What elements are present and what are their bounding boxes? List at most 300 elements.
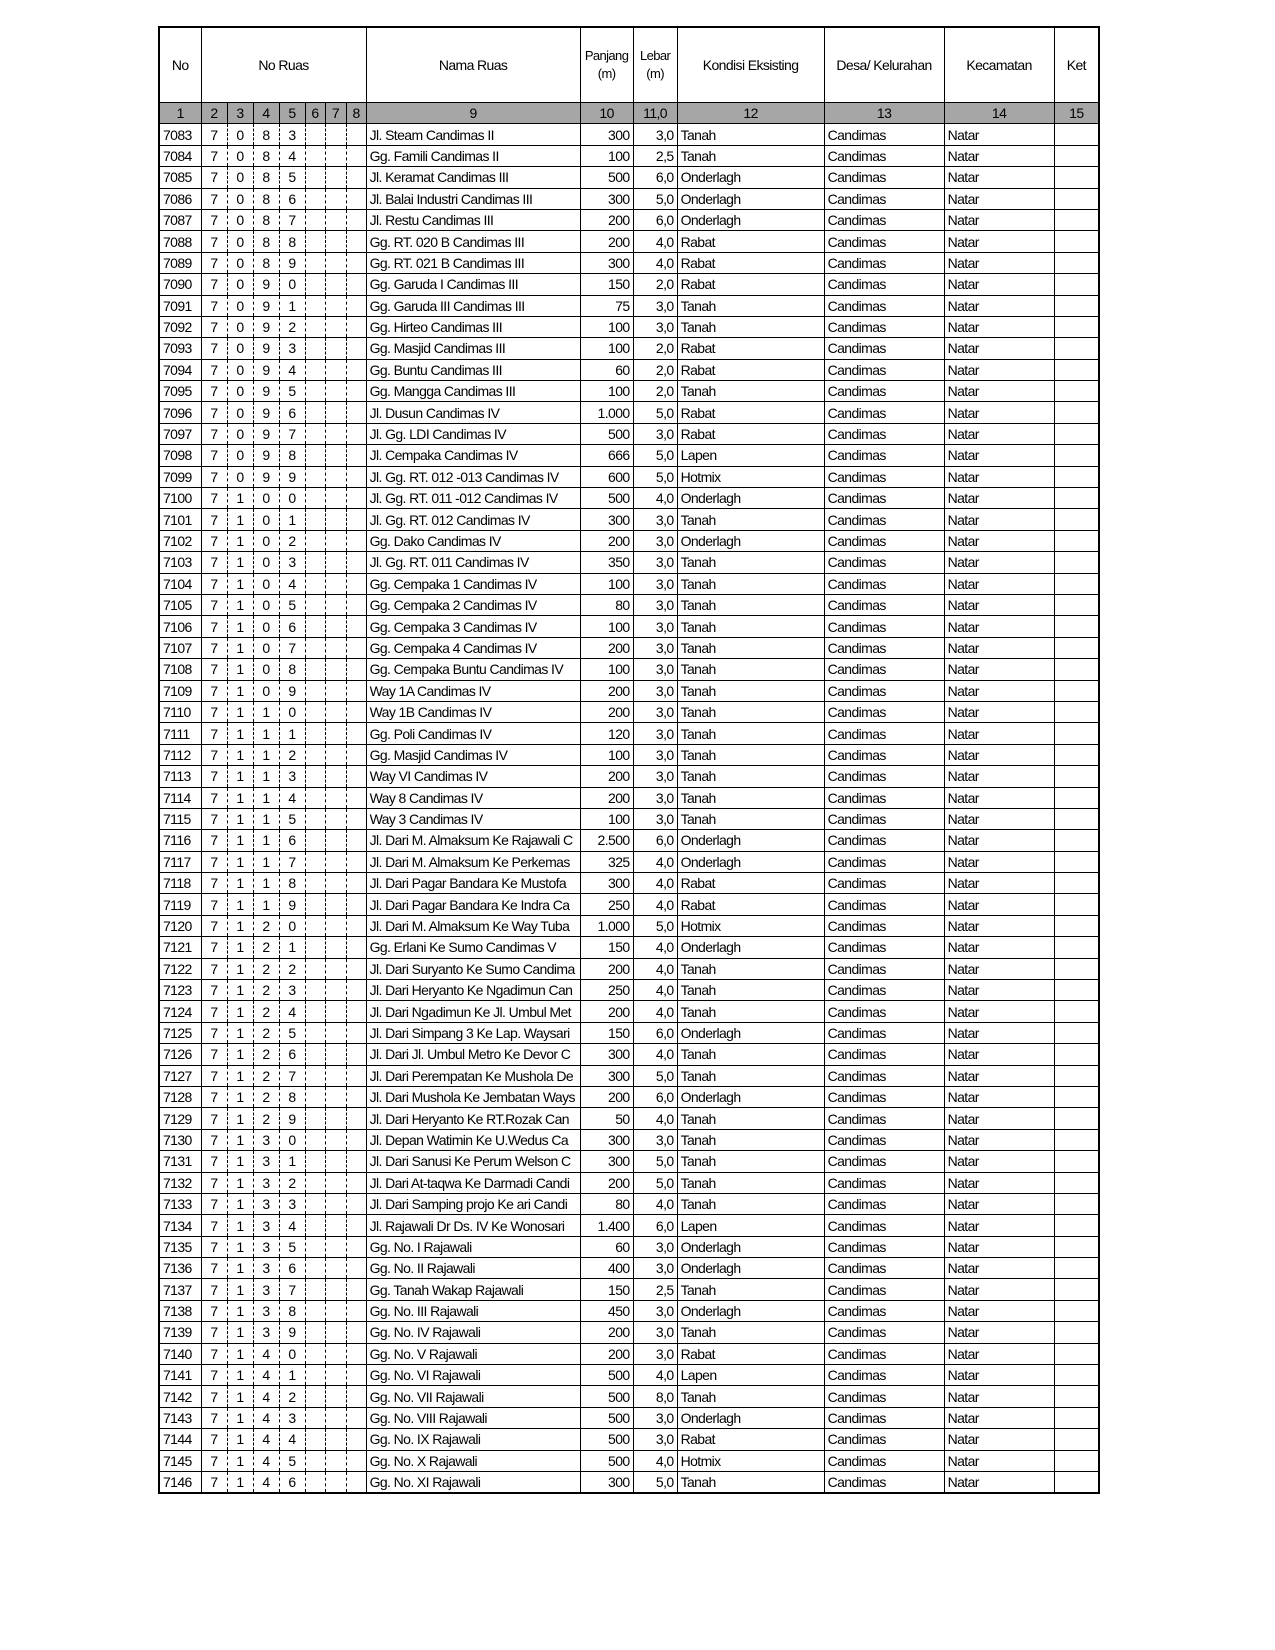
ruas-digit: [325, 937, 346, 958]
ket: [1054, 466, 1099, 487]
table-row: [159, 209, 1099, 230]
ruas-digit: [305, 873, 325, 894]
ruas-digit: [305, 701, 325, 722]
ruas-digit: 3: [279, 980, 305, 1001]
lebar: 5,0: [633, 1472, 677, 1494]
kondisi: Tanah: [677, 1151, 824, 1172]
row-no: 7118: [159, 873, 201, 894]
ket: [1054, 252, 1099, 273]
nama-ruas: Way 1A Candimas IV: [366, 680, 580, 701]
table-row: [159, 594, 1099, 615]
row-no: 7124: [159, 1001, 201, 1022]
ruas-digit: 1: [227, 1001, 253, 1022]
row-no: 7116: [159, 830, 201, 851]
ruas-digit: 1: [227, 915, 253, 936]
row-no: 7117: [159, 851, 201, 872]
ruas-digit: 9: [253, 402, 279, 423]
ruas-digit: [305, 1300, 325, 1321]
ruas-digit: [325, 509, 346, 530]
ruas-digit: [325, 359, 346, 380]
ruas-digit: [325, 1236, 346, 1257]
kecamatan: Natar: [944, 766, 1054, 787]
ruas-digit: [346, 1172, 366, 1193]
kecamatan: Natar: [944, 359, 1054, 380]
ruas-digit: 7: [201, 1001, 227, 1022]
ruas-digit: [325, 316, 346, 337]
ruas-digit: [305, 488, 325, 509]
ruas-digit: [346, 937, 366, 958]
ruas-digit: 8: [279, 659, 305, 680]
table-row: [159, 808, 1099, 829]
ruas-digit: [305, 594, 325, 615]
row-no: 7132: [159, 1172, 201, 1193]
kondisi: Tanah: [677, 573, 824, 594]
ruas-digit: 7: [201, 830, 227, 851]
ruas-digit: 9: [279, 894, 305, 915]
kondisi: Tanah: [677, 316, 824, 337]
ruas-digit: 7: [201, 894, 227, 915]
ruas-digit: 8: [253, 124, 279, 145]
ruas-digit: [325, 1022, 346, 1043]
ruas-digit: [346, 530, 366, 551]
ruas-digit: [325, 231, 346, 252]
ruas-digit: 1: [227, 873, 253, 894]
nama-ruas: Jl. Dari At-taqwa Ke Darmadi Candi: [366, 1172, 580, 1193]
panjang: 100: [580, 145, 633, 166]
ket: [1054, 295, 1099, 316]
ruas-digit: [305, 145, 325, 166]
ruas-digit: 2: [253, 1065, 279, 1086]
ruas-digit: [346, 787, 366, 808]
table-row: [159, 188, 1099, 209]
ruas-digit: [305, 167, 325, 188]
ruas-digit: [325, 1365, 346, 1386]
table-row: [159, 1472, 1099, 1494]
panjang: 300: [580, 188, 633, 209]
nama-ruas: Jl. Dari Ngadimun Ke Jl. Umbul Met: [366, 1001, 580, 1022]
ruas-digit: [346, 637, 366, 658]
nama-ruas: Jl. Rajawali Dr Ds. IV Ke Wonosari: [366, 1215, 580, 1236]
nama-ruas: Jl. Dari Suryanto Ke Sumo Candima: [366, 958, 580, 979]
ruas-digit: 1: [227, 1300, 253, 1321]
row-no: 7090: [159, 274, 201, 295]
ket: [1054, 423, 1099, 444]
ruas-digit: 7: [201, 1300, 227, 1321]
row-no: 7122: [159, 958, 201, 979]
ruas-digit: [346, 1365, 366, 1386]
ruas-digit: 7: [201, 1129, 227, 1150]
row-no: 7086: [159, 188, 201, 209]
desa: Candimas: [824, 1001, 944, 1022]
kondisi: Hotmix: [677, 466, 824, 487]
kondisi: Tanah: [677, 1172, 824, 1193]
kondisi: Tanah: [677, 616, 824, 637]
kecamatan: Natar: [944, 1065, 1054, 1086]
desa: Candimas: [824, 423, 944, 444]
kecamatan: Natar: [944, 915, 1054, 936]
table-row: [159, 1343, 1099, 1364]
panjang: 300: [580, 1151, 633, 1172]
column-number: 4: [253, 103, 279, 124]
ruas-digit: [305, 509, 325, 530]
ket: [1054, 851, 1099, 872]
lebar: 3,0: [633, 552, 677, 573]
row-no: 7142: [159, 1386, 201, 1407]
ruas-digit: [325, 851, 346, 872]
ruas-digit: 0: [227, 145, 253, 166]
kecamatan: Natar: [944, 1258, 1054, 1279]
ruas-digit: 9: [253, 274, 279, 295]
ruas-digit: [305, 1322, 325, 1343]
panjang: 200: [580, 530, 633, 551]
lebar: 3,0: [633, 1407, 677, 1428]
ruas-digit: [346, 1407, 366, 1428]
nama-ruas: Gg. Cempaka 1 Candimas IV: [366, 573, 580, 594]
table-row: [159, 1258, 1099, 1279]
desa: Candimas: [824, 1429, 944, 1450]
ket: [1054, 701, 1099, 722]
ruas-digit: [325, 1450, 346, 1471]
panjang: 1.400: [580, 1215, 633, 1236]
ruas-digit: [346, 167, 366, 188]
ruas-digit: 4: [279, 1001, 305, 1022]
desa: Candimas: [824, 830, 944, 851]
desa: Candimas: [824, 637, 944, 658]
header-lebar: Lebar (m): [633, 27, 677, 103]
ruas-digit: [325, 915, 346, 936]
ruas-digit: [346, 744, 366, 765]
lebar: 5,0: [633, 402, 677, 423]
kondisi: Onderlagh: [677, 530, 824, 551]
ket: [1054, 808, 1099, 829]
kecamatan: Natar: [944, 680, 1054, 701]
ruas-digit: [325, 145, 346, 166]
ruas-digit: 1: [227, 1365, 253, 1386]
row-no: 7111: [159, 723, 201, 744]
ruas-digit: 1: [227, 894, 253, 915]
panjang: 200: [580, 1086, 633, 1107]
kecamatan: Natar: [944, 1022, 1054, 1043]
ruas-digit: 1: [279, 723, 305, 744]
ruas-digit: [325, 1172, 346, 1193]
nama-ruas: Jl. Depan Watimin Ke U.Wedus Ca: [366, 1129, 580, 1150]
table-row: [159, 894, 1099, 915]
nama-ruas: Jl. Dari Perempatan Ke Mushola De: [366, 1065, 580, 1086]
lebar: 3,0: [633, 124, 677, 145]
ruas-digit: [346, 808, 366, 829]
ruas-digit: 7: [201, 873, 227, 894]
panjang: 500: [580, 488, 633, 509]
ruas-digit: 1: [227, 1258, 253, 1279]
ruas-digit: 1: [227, 1193, 253, 1214]
ruas-digit: 2: [279, 530, 305, 551]
ruas-digit: 0: [227, 252, 253, 273]
panjang: 300: [580, 1129, 633, 1150]
ruas-digit: 2: [279, 1386, 305, 1407]
road-segment-table: [158, 26, 1100, 1494]
kondisi: Onderlagh: [677, 1022, 824, 1043]
column-number-row: [159, 103, 1099, 124]
ket: [1054, 1450, 1099, 1471]
ruas-digit: 1: [253, 830, 279, 851]
table-row: [159, 1108, 1099, 1129]
ruas-digit: [346, 445, 366, 466]
ket: [1054, 637, 1099, 658]
ruas-digit: 1: [253, 744, 279, 765]
ruas-digit: [346, 1386, 366, 1407]
row-no: 7084: [159, 145, 201, 166]
kecamatan: Natar: [944, 958, 1054, 979]
kecamatan: Natar: [944, 1450, 1054, 1471]
ruas-digit: 7: [201, 1108, 227, 1129]
nama-ruas: Jl. Dari M. Almaksum Ke Rajawali C: [366, 830, 580, 851]
panjang: 1.000: [580, 915, 633, 936]
kecamatan: Natar: [944, 231, 1054, 252]
ruas-digit: [325, 402, 346, 423]
row-no: 7120: [159, 915, 201, 936]
lebar: 4,0: [633, 958, 677, 979]
ruas-digit: [325, 1129, 346, 1150]
lebar: 6,0: [633, 1215, 677, 1236]
nama-ruas: Gg. Garuda III Candimas III: [366, 295, 580, 316]
panjang: 200: [580, 958, 633, 979]
row-no: 7100: [159, 488, 201, 509]
kecamatan: Natar: [944, 1386, 1054, 1407]
row-no: 7088: [159, 231, 201, 252]
nama-ruas: Jl. Dari Sanusi Ke Perum Welson C: [366, 1151, 580, 1172]
nama-ruas: Jl. Gg. LDI Candimas IV: [366, 423, 580, 444]
table-row: [159, 1322, 1099, 1343]
table-row: [159, 958, 1099, 979]
kondisi: Lapen: [677, 445, 824, 466]
ruas-digit: [325, 680, 346, 701]
ruas-digit: 1: [227, 1386, 253, 1407]
ruas-digit: 1: [227, 808, 253, 829]
ruas-digit: 4: [253, 1429, 279, 1450]
ruas-digit: 2: [253, 1022, 279, 1043]
ruas-digit: [305, 1001, 325, 1022]
table-row: [159, 1151, 1099, 1172]
ruas-digit: [305, 937, 325, 958]
ruas-digit: [325, 980, 346, 1001]
ruas-digit: 4: [253, 1365, 279, 1386]
ruas-digit: [305, 1129, 325, 1150]
ruas-digit: [305, 274, 325, 295]
row-no: 7137: [159, 1279, 201, 1300]
table-row: [159, 423, 1099, 444]
ruas-digit: [305, 1172, 325, 1193]
ruas-digit: 1: [227, 488, 253, 509]
ruas-digit: 2: [253, 1108, 279, 1129]
lebar: 2,0: [633, 274, 677, 295]
ruas-digit: [305, 787, 325, 808]
ruas-digit: 4: [253, 1343, 279, 1364]
panjang: 150: [580, 1279, 633, 1300]
ruas-digit: 7: [201, 1236, 227, 1257]
lebar: 3,0: [633, 573, 677, 594]
ket: [1054, 445, 1099, 466]
kecamatan: Natar: [944, 338, 1054, 359]
table-row: [159, 1450, 1099, 1471]
ruas-digit: 3: [253, 1279, 279, 1300]
kecamatan: Natar: [944, 701, 1054, 722]
ruas-digit: 7: [279, 1065, 305, 1086]
ruas-digit: [325, 124, 346, 145]
lebar: 3,0: [633, 701, 677, 722]
ruas-digit: 0: [279, 1129, 305, 1150]
ruas-digit: 6: [279, 1044, 305, 1065]
ruas-digit: 0: [253, 573, 279, 594]
column-number: 9: [366, 103, 580, 124]
lebar: 4,0: [633, 937, 677, 958]
kecamatan: Natar: [944, 445, 1054, 466]
lebar: 4,0: [633, 1193, 677, 1214]
kondisi: Tanah: [677, 594, 824, 615]
desa: Candimas: [824, 573, 944, 594]
ruas-digit: 7: [201, 1258, 227, 1279]
ruas-digit: 3: [279, 338, 305, 359]
kecamatan: Natar: [944, 937, 1054, 958]
panjang: 100: [580, 744, 633, 765]
nama-ruas: Gg. No. I Rajawali: [366, 1236, 580, 1257]
ket: [1054, 1108, 1099, 1129]
ruas-digit: [305, 744, 325, 765]
lebar: 3,0: [633, 1258, 677, 1279]
row-no: 7131: [159, 1151, 201, 1172]
kondisi: Onderlagh: [677, 488, 824, 509]
ruas-digit: 5: [279, 594, 305, 615]
row-no: 7097: [159, 423, 201, 444]
header-desa: Desa/ Kelurahan: [824, 27, 944, 103]
ruas-digit: 6: [279, 616, 305, 637]
ruas-digit: 0: [227, 316, 253, 337]
kondisi: Tanah: [677, 1472, 824, 1494]
ruas-digit: 7: [201, 381, 227, 402]
ruas-digit: 0: [253, 552, 279, 573]
kecamatan: Natar: [944, 894, 1054, 915]
ket: [1054, 1215, 1099, 1236]
ruas-digit: [305, 552, 325, 573]
header-nama-ruas: Nama Ruas: [366, 27, 580, 103]
kondisi: Tanah: [677, 1193, 824, 1214]
kondisi: Tanah: [677, 1065, 824, 1086]
kondisi: Tanah: [677, 659, 824, 680]
ket: [1054, 1001, 1099, 1022]
kecamatan: Natar: [944, 659, 1054, 680]
kondisi: Tanah: [677, 744, 824, 765]
kecamatan: Natar: [944, 209, 1054, 230]
ruas-digit: 7: [201, 573, 227, 594]
table-row: [159, 659, 1099, 680]
kecamatan: Natar: [944, 188, 1054, 209]
panjang: 200: [580, 701, 633, 722]
ruas-digit: [305, 1108, 325, 1129]
desa: Candimas: [824, 188, 944, 209]
ruas-digit: [325, 830, 346, 851]
ruas-digit: 9: [279, 252, 305, 273]
lebar: 3,0: [633, 787, 677, 808]
row-no: 7141: [159, 1365, 201, 1386]
ruas-digit: 1: [227, 1044, 253, 1065]
desa: Candimas: [824, 1044, 944, 1065]
ruas-digit: [325, 1279, 346, 1300]
ruas-digit: 9: [279, 1108, 305, 1129]
desa: Candimas: [824, 1343, 944, 1364]
ket: [1054, 488, 1099, 509]
ruas-digit: 7: [201, 488, 227, 509]
table-row: [159, 145, 1099, 166]
ruas-digit: 8: [279, 231, 305, 252]
kondisi: Lapen: [677, 1365, 824, 1386]
ruas-digit: [346, 1429, 366, 1450]
kondisi: Rabat: [677, 873, 824, 894]
ruas-digit: 1: [227, 637, 253, 658]
ket: [1054, 1407, 1099, 1428]
lebar: 2,0: [633, 381, 677, 402]
ruas-digit: 1: [253, 873, 279, 894]
table-row: [159, 1172, 1099, 1193]
nama-ruas: Gg. No. VIII Rajawali: [366, 1407, 580, 1428]
ruas-digit: 7: [201, 766, 227, 787]
table-row: [159, 1407, 1099, 1428]
panjang: 600: [580, 466, 633, 487]
table-row: [159, 1365, 1099, 1386]
ruas-digit: [305, 1407, 325, 1428]
ruas-digit: 7: [201, 1472, 227, 1494]
desa: Candimas: [824, 594, 944, 615]
kecamatan: Natar: [944, 744, 1054, 765]
panjang: 100: [580, 381, 633, 402]
kecamatan: Natar: [944, 316, 1054, 337]
kecamatan: Natar: [944, 787, 1054, 808]
ruas-digit: [305, 659, 325, 680]
ruas-digit: 5: [279, 1450, 305, 1471]
desa: Candimas: [824, 1322, 944, 1343]
ket: [1054, 209, 1099, 230]
nama-ruas: Gg. No. IX Rajawali: [366, 1429, 580, 1450]
panjang: 300: [580, 509, 633, 530]
ket: [1054, 124, 1099, 145]
ruas-digit: 3: [253, 1193, 279, 1214]
ket: [1054, 873, 1099, 894]
ruas-digit: 8: [253, 252, 279, 273]
ruas-digit: 7: [201, 145, 227, 166]
ruas-digit: 7: [201, 851, 227, 872]
panjang: 250: [580, 894, 633, 915]
ruas-digit: 7: [201, 1365, 227, 1386]
desa: Candimas: [824, 359, 944, 380]
ruas-digit: 2: [253, 958, 279, 979]
desa: Candimas: [824, 209, 944, 230]
ruas-digit: 7: [201, 637, 227, 658]
panjang: 666: [580, 445, 633, 466]
ruas-digit: [305, 252, 325, 273]
lebar: 4,0: [633, 1365, 677, 1386]
ruas-digit: [346, 423, 366, 444]
row-no: 7144: [159, 1429, 201, 1450]
table-row: [159, 680, 1099, 701]
lebar: 3,0: [633, 594, 677, 615]
nama-ruas: Jl. Keramat Candimas III: [366, 167, 580, 188]
ruas-digit: 2: [253, 1001, 279, 1022]
panjang: 200: [580, 1001, 633, 1022]
nama-ruas: Gg. Erlani Ke Sumo Candimas V: [366, 937, 580, 958]
lebar: 4,0: [633, 873, 677, 894]
nama-ruas: Jl. Dari Mushola Ke Jembatan Ways: [366, 1086, 580, 1107]
kondisi: Lapen: [677, 1215, 824, 1236]
table-row: [159, 1279, 1099, 1300]
ket: [1054, 231, 1099, 252]
